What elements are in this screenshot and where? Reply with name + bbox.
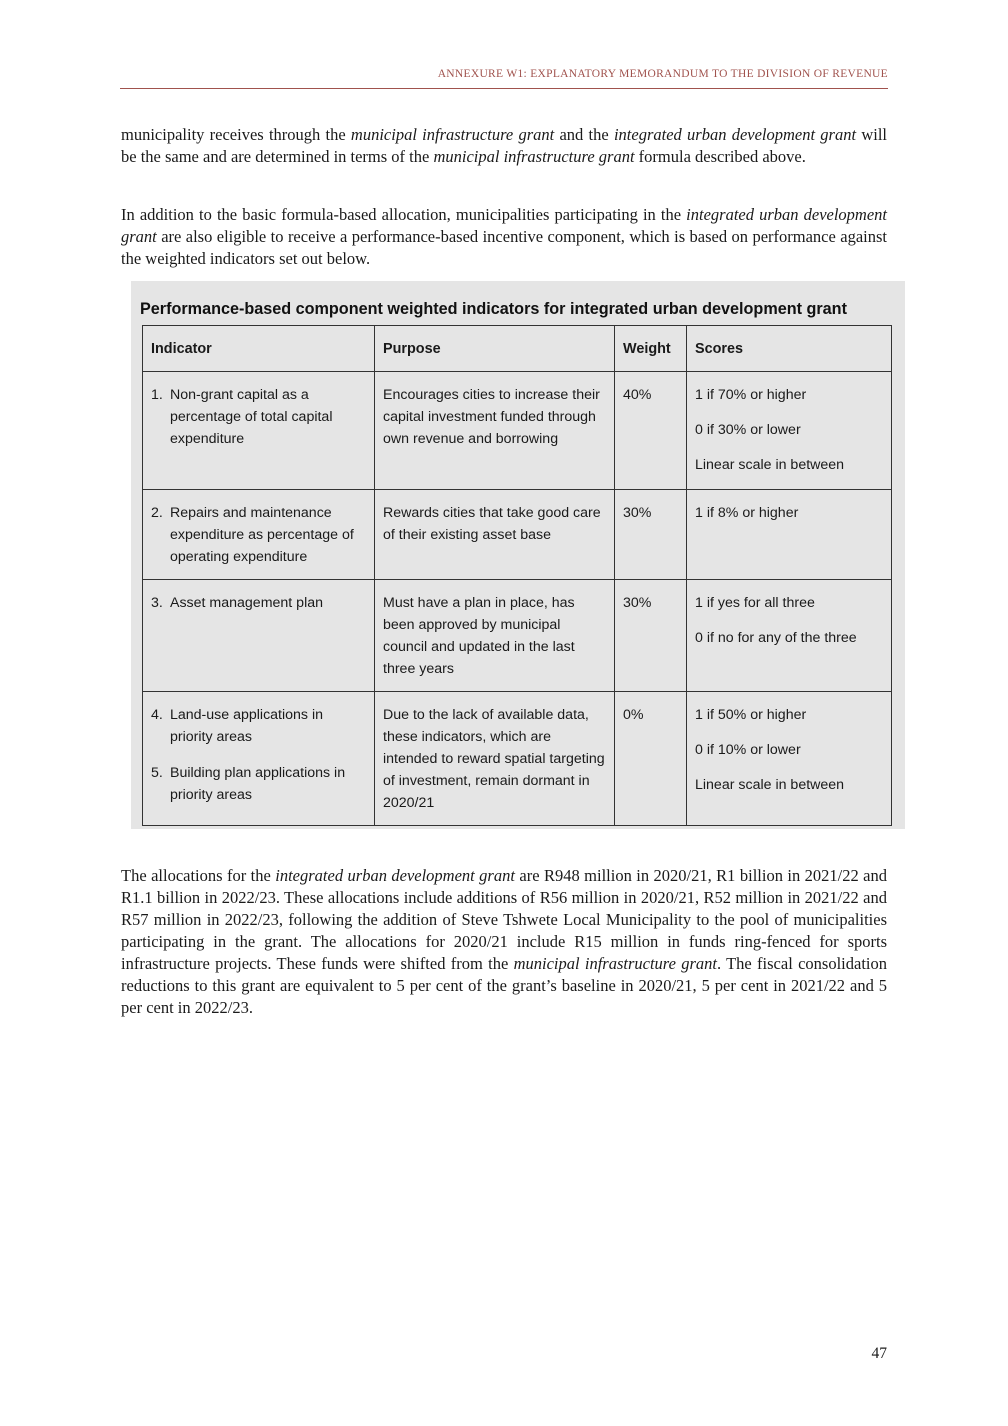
purpose-cell: Due to the lack of available data, these indicators, which are intended to reward spatial targeting of investment, remain dormant in 2020/21 (375, 692, 615, 826)
weight-cell: 40% (615, 372, 687, 490)
column-header-weight: Weight (615, 326, 687, 372)
indicator-table (142, 325, 892, 826)
score-line: Linear scale in between (695, 777, 845, 793)
scores-cell (687, 580, 892, 692)
table-title: Performance-based component weighted indicators for integrated urban development grant (140, 300, 847, 318)
score-line: 0 if no for any of the three (695, 630, 857, 646)
weight-cell: 30% (615, 490, 687, 580)
grant-name: integrated urban development grant (275, 866, 515, 885)
grant-name: integrated urban development grant (613, 125, 857, 144)
indicator-item (151, 592, 366, 614)
paragraph-incentive (121, 204, 887, 270)
indicator-number: 5. (151, 765, 163, 781)
text-run: will be the same and are determined in terms of the (121, 125, 887, 166)
score-line: 1 if yes for all three (695, 595, 815, 611)
table-row (143, 372, 892, 490)
score-line: 0 if 30% or lower (695, 422, 801, 438)
table-row (143, 490, 892, 580)
indicator-number: 2. (151, 505, 163, 521)
running-header: ANNEXURE W1: EXPLANATORY MEMORANDUM TO THE DIVISION OF REVENUE (437, 68, 888, 80)
indicator-number: 4. (151, 707, 163, 723)
indicator-cell (143, 580, 375, 692)
text-run: In addition to the basic formula-based allocation, municipalities participating in the (121, 205, 687, 224)
indicator-text: Land-use applications in priority areas (170, 707, 324, 745)
grant-name: municipal infrastructure grant (513, 954, 717, 973)
grant-name: municipal infrastructure grant (350, 125, 555, 144)
indicator-cell (143, 692, 375, 826)
table-header-row (143, 326, 892, 372)
text-run: are R948 million in 2020/21, R1 billion in 2021/22 and R1.1 billion in 2022/23. These allocations include additions of R56 million in 2020/21, R52 million in 2021/22 and R57 million in 2022/23, following the addition of Steve Tshwete Local Municipality to the pool of municipalities participating in the grant. The allocations for 2020/21 include R15 million in funds ring-fenced for sports infrastructure projects. These funds were shifted from the (121, 866, 887, 973)
score-line: Linear scale in between (695, 457, 845, 473)
grant-name: municipal infrastructure grant (433, 147, 635, 166)
text-run: and the (554, 125, 614, 144)
indicator-number: 3. (151, 595, 163, 611)
scores-cell (687, 692, 892, 826)
text-run: . The fiscal consolidation reductions to this grant are equivalent to 5 per cent of the grant’s baseline in 2020/21, 5 per cent in 2021/22 and 5 per cent in 2022/23. (121, 954, 887, 1017)
scores-cell (687, 490, 892, 580)
paragraph-allocations (121, 865, 887, 1019)
text-run: municipality receives through the (121, 125, 351, 144)
indicator-number: 1. (151, 387, 163, 403)
column-header-purpose: Purpose (375, 326, 615, 372)
page-number: 47 (871, 1345, 887, 1362)
indicator-item (151, 502, 366, 568)
paragraph-intro (121, 124, 887, 168)
indicator-text: Repairs and maintenance expenditure as percentage of operating expenditure (170, 505, 354, 565)
indicator-text: Non-grant capital as a percentage of total capital expenditure (170, 387, 333, 447)
purpose-cell: Rewards cities that take good care of their existing asset base (375, 490, 615, 580)
column-header-indicator: Indicator (143, 326, 375, 372)
scores-cell (687, 372, 892, 490)
text-run: are also eligible to receive a performance-based incentive component, which is based on performance against the weighted indicators set out below. (121, 227, 887, 268)
indicator-item (151, 384, 366, 450)
text-run: formula described above. (634, 147, 806, 166)
text-run: The allocations for the (121, 866, 276, 885)
indicator-cell (143, 490, 375, 580)
weight-cell: 30% (615, 580, 687, 692)
column-header-scores: Scores (687, 326, 892, 372)
table-row (143, 580, 892, 692)
indicator-item (151, 762, 366, 806)
score-line: 1 if 8% or higher (695, 505, 799, 521)
indicator-item (151, 704, 366, 748)
indicator-text: Asset management plan (170, 595, 324, 611)
indicator-cell (143, 372, 375, 490)
score-line: 0 if 10% or lower (695, 742, 801, 758)
header-divider (120, 88, 888, 89)
indicator-text: Building plan applications in priority areas (170, 765, 346, 803)
score-line: 1 if 50% or higher (695, 707, 807, 723)
table-row (143, 692, 892, 826)
weight-cell: 0% (615, 692, 687, 826)
grant-name: integrated urban development grant (121, 205, 887, 246)
purpose-cell: Encourages cities to increase their capital investment funded through own revenue and borrowing (375, 372, 615, 490)
score-line: 1 if 70% or higher (695, 387, 807, 403)
purpose-cell: Must have a plan in place, has been approved by municipal council and updated in the last three years (375, 580, 615, 692)
indicator-table-panel (131, 281, 905, 829)
